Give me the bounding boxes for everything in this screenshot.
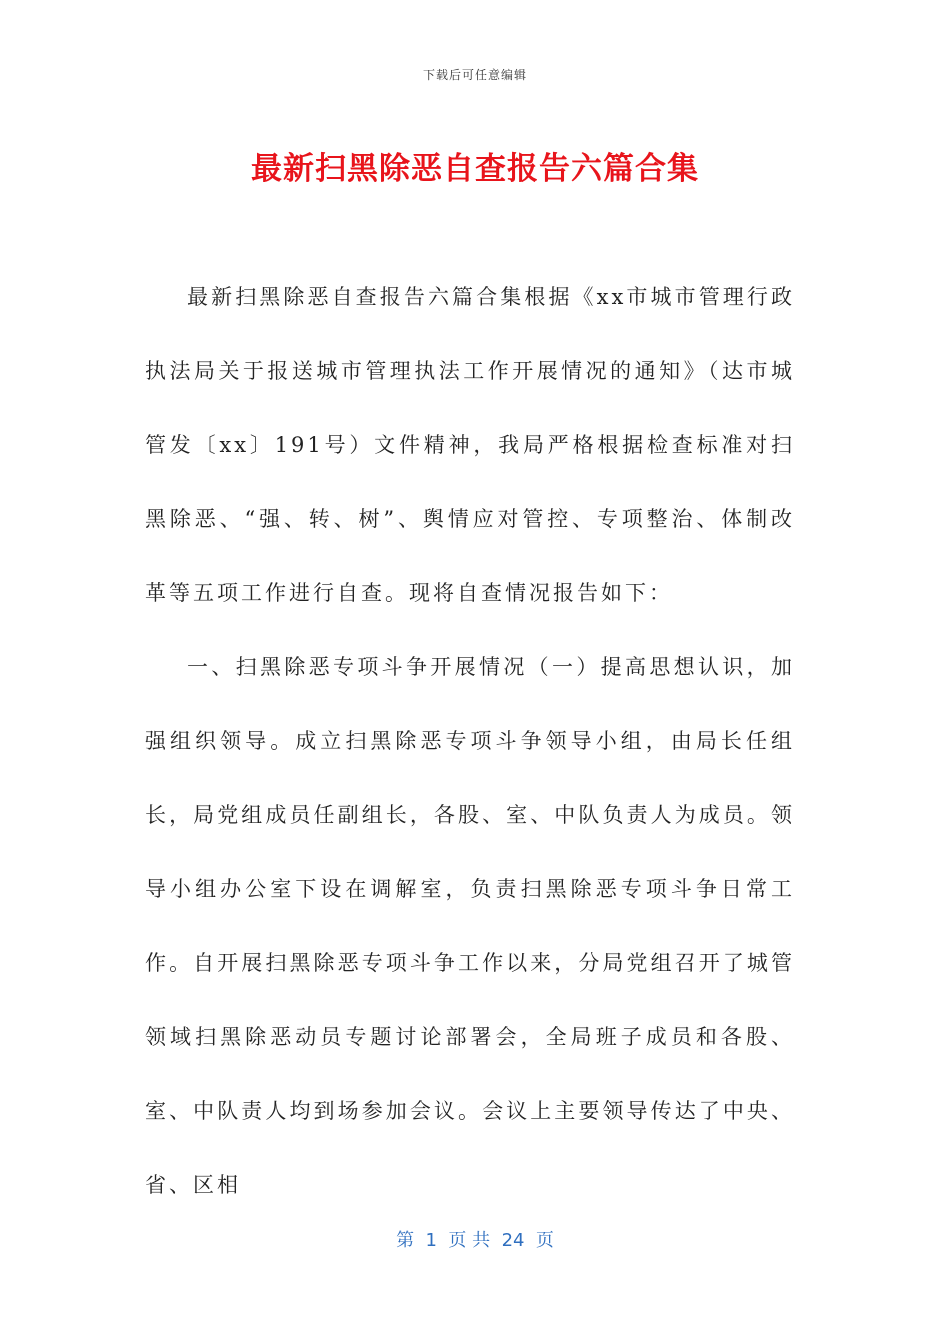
body-paragraph: 最新扫黑除恶自查报告六篇合集根据《xx市城市管理行政执法局关于报送城市管理执法工作开展情况的通知》（达市城管发〔xx〕191号）文件精神，我局严格根据检查标准对扫黑除恶、“强、转、树”、舆情应对管控、专项整治、体制改革等五项工作进行自查。现将自查情况报告如下：: [145, 285, 795, 605]
document-title: 最新扫黑除恶自查报告六篇合集: [251, 151, 699, 187]
document-body: [145, 260, 795, 1222]
page-footer: 第 1 页 共 24 页: [396, 1230, 554, 1251]
body-paragraph: 一、扫黑除恶专项斗争开展情况（一）提高思想认识，加强组织领导。成立扫黑除恶专项斗争领导小组，由局长任组长，局党组成员任副组长，各股、室、中队负责人为成员。领导小组办公室下设在调解室，负责扫黑除恶专项斗争日常工作。自开展扫黑除恶专项斗争工作以来，分局党组召开了城管领域扫黑除恶动员专题讨论部署会，全局班子成员和各股、室、中队责人均到场参加会议。会议上主要领导传达了中央、省、区相: [145, 655, 795, 1197]
header-note: 下载后可任意编辑: [422, 68, 527, 82]
